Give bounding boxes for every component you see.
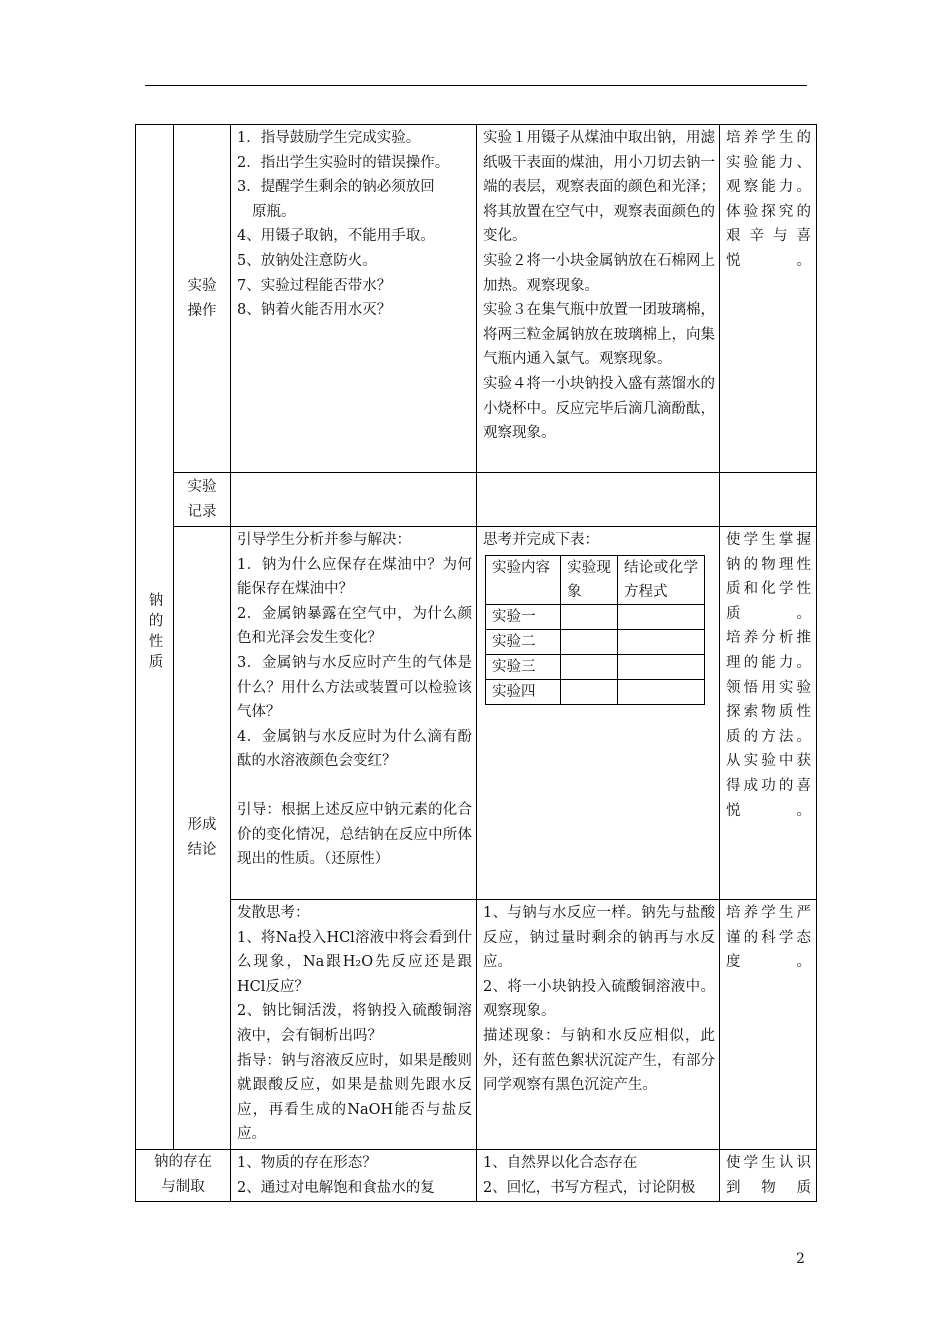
teacher-item: 指导：钠与溶液反应时，如果是酸则就跟酸反应，如果是盐则先跟水反应，再看生成的NaOH能否与盐反应。: [237, 1052, 472, 1143]
record-table-row: [486, 604, 705, 629]
teacher-item: 引导：根据上述反应中钠元素的化合价的变化情况，总结钠在反应中所体现出的性质。（还原性）: [237, 801, 472, 868]
teacher-item: 3．提醒学生剩余的钠必须放回: [237, 179, 435, 196]
teacher-item: 3．金属钠与水反应时产生的气体是什么？用什么方法或装置可以检验该气体？: [237, 654, 472, 721]
section-label: 钠的存在与制取: [153, 1154, 212, 1195]
goal-item: 培养分析推理的能力。: [726, 630, 812, 671]
lesson-table: [135, 124, 817, 1202]
student-item: 实验１用镊子从煤油中取出钠，用滤纸吸干表面的煤油，用小刀切去钠一端的表层，观察表面的颜色和光泽；将其放置在空气中，观察表面颜色的变化。: [483, 130, 715, 245]
goal-item: 培养学生严谨的科学态度。: [726, 905, 812, 971]
record-row-label: 实验二: [486, 629, 561, 654]
record-header-cell: 实验现象: [561, 555, 618, 604]
teacher-activity: [231, 473, 477, 527]
header-rule: [145, 85, 807, 86]
row-experiment-operation: [136, 125, 817, 473]
goal-item: 领悟用实验探索物质性质的方法。: [726, 679, 812, 745]
record-cell: [561, 629, 618, 654]
student-activity: [477, 900, 720, 1150]
teacher-item: 1、物质的存在形态？: [237, 1155, 377, 1171]
goal-item: 使学生掌握钠的物理性质和化学性质。: [726, 532, 812, 622]
teacher-item: 1．指导鼓励学生完成实验。: [237, 130, 421, 146]
student-item: 实验４将一小块钠投入盛有蒸馏水的小烧杯中。反应完毕后滴几滴酚酞，观察现象。: [483, 375, 715, 442]
goal-item: 体验探究的艰辛与喜悦。: [726, 203, 812, 269]
teacher-item: 2．金属钠暴露在空气中，为什么颜色和光泽会发生变化？: [237, 605, 472, 647]
teacher-activity: [231, 125, 477, 473]
design-intent: [720, 473, 817, 527]
design-intent: [720, 900, 817, 1150]
step-label: 实验操作: [187, 277, 217, 319]
section-label: 钠的性质: [146, 591, 163, 674]
record-table-row: [486, 654, 705, 679]
record-table-row: [486, 679, 705, 704]
row-conclusion: [136, 527, 817, 900]
record-header-cell: 实验内容: [486, 555, 561, 604]
student-item: 描述现象：与钠和水反应相似，此外，还有蓝色絮状沉淀产生，有部分同学观察有黑色沉淀产生。: [483, 1027, 715, 1094]
record-row-label: 实验四: [486, 679, 561, 704]
goal-item: 使学生认识到物质: [726, 1155, 812, 1196]
teacher-item: 7、实验过程能否带水？: [237, 277, 392, 294]
goal-item: 从实验中获得成功的喜悦。: [726, 753, 812, 819]
record-row-label: 实验一: [486, 604, 561, 629]
record-header-cell: 结论或化学方程式: [618, 555, 705, 604]
student-item: 实验２将一小块金属钠放在石棉网上加热。观察现象。: [483, 252, 715, 294]
design-intent: [720, 1150, 817, 1202]
teacher-item: 5、放钠处注意防火。: [237, 252, 377, 269]
teacher-item: 1．钠为什么应保存在煤油中？为何能保存在煤油中？: [237, 556, 472, 598]
teacher-activity: [231, 1150, 477, 1202]
record-table: [485, 555, 705, 705]
record-cell: [618, 679, 705, 704]
design-intent: [720, 125, 817, 473]
record-row-label: 实验三: [486, 654, 561, 679]
teacher-item: 2．指出学生实验时的错误操作。: [237, 154, 450, 171]
teacher-item: 2、钠比铜活泼，将钠投入硫酸铜溶液中，会有铜析出吗？: [237, 1003, 472, 1044]
record-cell: [561, 604, 618, 629]
student-activity: [477, 473, 720, 527]
step-label-cell: [174, 125, 231, 473]
step-label-cell: [174, 473, 231, 527]
record-table-header: [486, 555, 705, 604]
record-cell: [618, 629, 705, 654]
teacher-item: 发散思考：: [237, 905, 310, 921]
step-label-cell: [174, 527, 231, 1150]
teacher-activity: [231, 900, 477, 1150]
student-item: 思考并完成下表：: [483, 532, 599, 548]
page-number: 2: [796, 1251, 805, 1267]
teacher-item: 4．金属钠与水反应时为什么滴有酚酞的水溶液颜色会变红？: [237, 728, 472, 770]
student-activity: [477, 527, 720, 900]
student-item: 实验３在集气瓶中放置一团玻璃棉，将两三粒金属钠放在玻璃棉上，向集气瓶内通入氯气。观察现象。: [483, 302, 715, 368]
row-existence-preparation: [136, 1150, 817, 1202]
record-table-row: [486, 629, 705, 654]
student-item: 1、与钠与水反应一样。钠先与盐酸反应，钠过量时剩余的钠再与水反应。: [483, 905, 715, 971]
record-cell: [561, 654, 618, 679]
row-experiment-record: [136, 473, 817, 527]
section-cell: [136, 125, 174, 1150]
step-label: 实验记录: [187, 478, 217, 520]
row-divergent-thinking: [136, 900, 817, 1150]
record-cell: [561, 679, 618, 704]
teacher-item: 4、用镊子取钠，不能用手取。: [237, 228, 435, 245]
teacher-item: 引导学生分析并参与解决：: [237, 532, 411, 548]
student-activity: [477, 125, 720, 473]
record-cell: [618, 604, 705, 629]
section-label-cell: [136, 1150, 231, 1202]
record-cell: [618, 654, 705, 679]
design-intent: [720, 527, 817, 900]
student-item: 2、回忆，书写方程式，讨论阴极: [483, 1179, 696, 1196]
teacher-item: 原瓶。: [252, 203, 296, 220]
teacher-activity: [231, 527, 477, 900]
teacher-item: 2、通过对电解饱和食盐水的复: [237, 1179, 435, 1196]
spacer: [237, 774, 472, 798]
step-label: 形成结论: [187, 817, 217, 858]
teacher-item: 1、将Na投入HCl溶液中将会看到什么现象，Na跟H₂O先反应还是跟HCl反应？: [237, 929, 472, 995]
student-item: 1、自然界以化合态存在: [483, 1155, 638, 1171]
goal-item: 培养学生的实验能力、观察能力。: [726, 130, 812, 196]
teacher-item: 8、钠着火能否用水灭？: [237, 302, 392, 319]
student-activity: [477, 1150, 720, 1202]
student-item: 2、将一小块钠投入硫酸铜溶液中。观察现象。: [483, 978, 715, 1020]
